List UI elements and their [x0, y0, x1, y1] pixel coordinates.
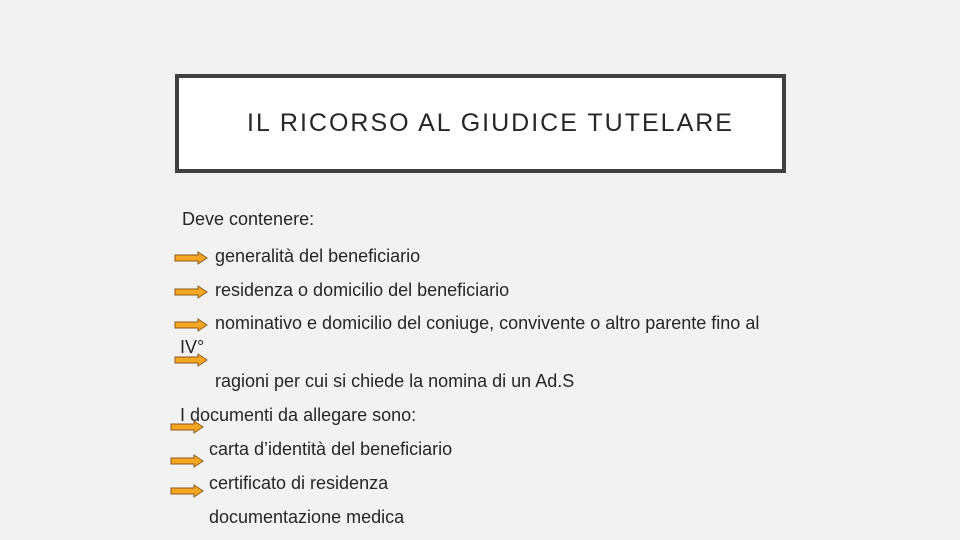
right-arrow-icon [174, 353, 208, 367]
requirement-item-continuation: IV° [180, 337, 205, 357]
right-arrow-icon [170, 420, 204, 434]
requirement-item-ragioni: ragioni per cui si chiede la nomina di un Ad.S [215, 371, 575, 391]
right-arrow-icon [174, 251, 208, 265]
right-arrow-icon [170, 484, 204, 498]
requirement-item-nominativo: nominativo e domicilio del coniuge, convivente o altro parente fino al [215, 313, 760, 333]
document-item-certificato: certificato di residenza [209, 473, 389, 493]
documents-heading: I documenti da allegare sono: [180, 405, 417, 425]
requirement-item-generalita: generalità del beneficiario [215, 246, 421, 266]
intro-text: Deve contenere: [182, 209, 315, 229]
requirement-item-residenza: residenza o domicilio del beneficiario [215, 280, 510, 300]
document-item-documentazione: documentazione medica [209, 507, 405, 527]
title-box [175, 74, 786, 173]
document-item-carta-identita: carta d’identità del beneficiario [209, 439, 453, 459]
right-arrow-icon [174, 285, 208, 299]
slide-title: IL RICORSO AL GIUDICE TUTELARE [247, 109, 734, 137]
right-arrow-icon [174, 318, 208, 332]
right-arrow-icon [170, 454, 204, 468]
